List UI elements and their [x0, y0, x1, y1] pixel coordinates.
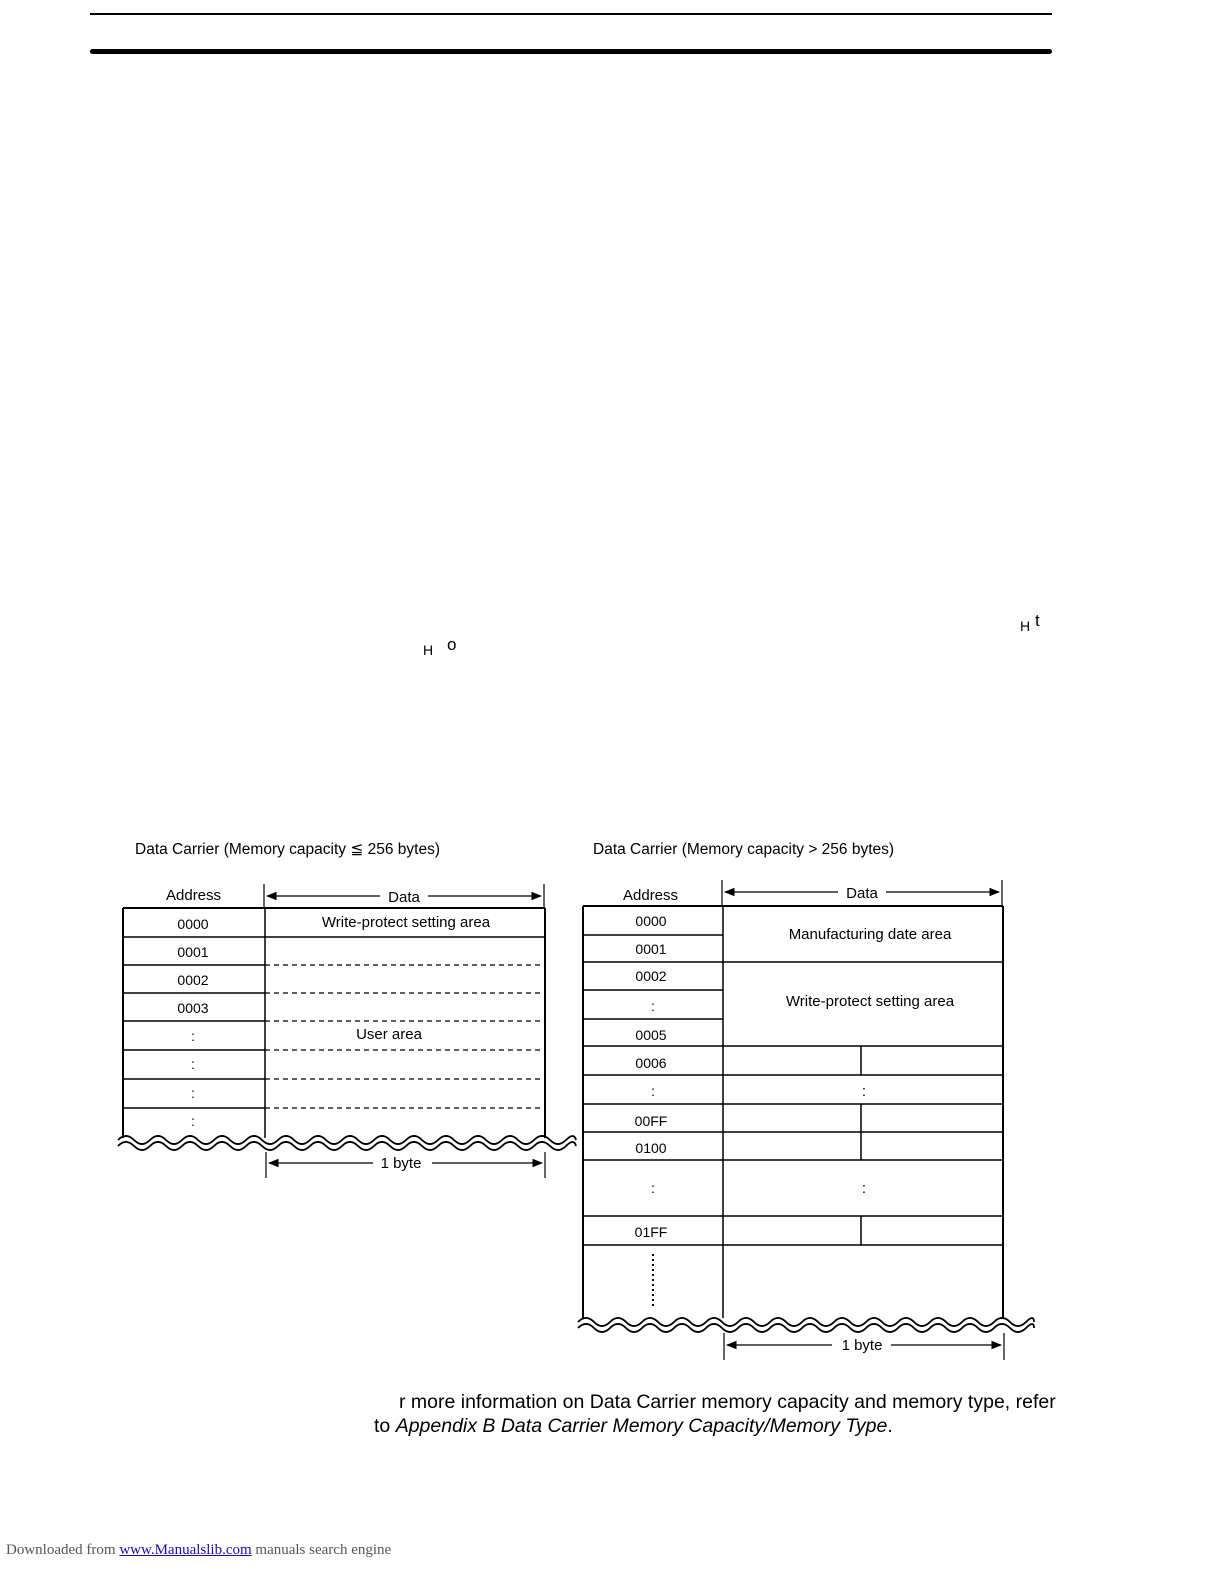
user-area-label: User area — [356, 1026, 422, 1043]
address-cell: : — [651, 1083, 655, 1099]
break-wave-line — [118, 1142, 576, 1150]
address-cell: 0003 — [177, 1000, 209, 1016]
left-byte-label: 1 byte — [380, 1155, 422, 1172]
address-cell: 00FF — [634, 1113, 668, 1129]
right-data-header: Data — [846, 885, 878, 902]
data-ellipsis: : — [861, 1083, 867, 1100]
address-cell: : — [191, 1028, 195, 1044]
address-cell: 01FF — [634, 1224, 668, 1240]
address-cell: : — [191, 1056, 195, 1072]
address-cell: 0002 — [635, 968, 667, 984]
address-cell: 0001 — [635, 941, 667, 957]
right-byte-label: 1 byte — [841, 1337, 883, 1354]
footer-suffix: manuals search engine — [251, 1542, 392, 1558]
write-protect-area-label: Write-protect setting area — [785, 993, 955, 1010]
note-line-2-prefix: to — [374, 1415, 396, 1437]
right-diagram-title: Data Carrier (Memory capacity > 256 bytes) — [593, 841, 895, 858]
write-protect-area-label: Write-protect setting area — [321, 914, 491, 931]
note-line-2-suffix: . — [887, 1415, 893, 1437]
address-cell: 0006 — [635, 1055, 667, 1071]
break-wave-line — [578, 1324, 1034, 1332]
address-cell: : — [191, 1085, 195, 1101]
address-cell: 0000 — [635, 913, 667, 929]
left-data-header: Data — [388, 889, 420, 906]
address-cell: 0002 — [177, 972, 209, 988]
note-line-1: r more information on Data Carrier memory capacity and memory type, refer — [399, 1391, 1056, 1413]
left-diagram-title: Data Carrier (Memory capacity ≦ 256 bytes) — [135, 841, 440, 858]
left-address-header: Address — [166, 887, 222, 904]
footer-prefix: Downloaded from — [6, 1542, 120, 1558]
data-ellipsis: : — [861, 1180, 867, 1197]
text-fragment: t — [1035, 611, 1040, 630]
download-footer — [6, 1542, 391, 1559]
right-memory-map — [578, 841, 1034, 1360]
manualslib-link[interactable]: www.Manualslib.com — [119, 1542, 252, 1558]
address-cell: : — [651, 1180, 655, 1196]
address-cell: : — [191, 1113, 195, 1129]
manufacturing-date-area-label: Manufacturing date area — [788, 926, 952, 943]
memory-info-note — [374, 1390, 1064, 1438]
appendix-reference: Appendix B Data Carrier Memory Capacity/Memory Type — [395, 1415, 888, 1437]
address-cell: 0005 — [635, 1027, 667, 1043]
address-cell: 0100 — [635, 1140, 667, 1156]
text-fragment: H — [1020, 618, 1031, 634]
address-cell: 0000 — [177, 916, 209, 932]
address-cell: : — [651, 998, 655, 1014]
address-cell: 0001 — [177, 944, 209, 960]
left-memory-map — [118, 841, 576, 1178]
text-fragment: H — [423, 642, 434, 658]
right-address-header: Address — [623, 887, 679, 904]
text-fragment: o — [447, 635, 457, 654]
